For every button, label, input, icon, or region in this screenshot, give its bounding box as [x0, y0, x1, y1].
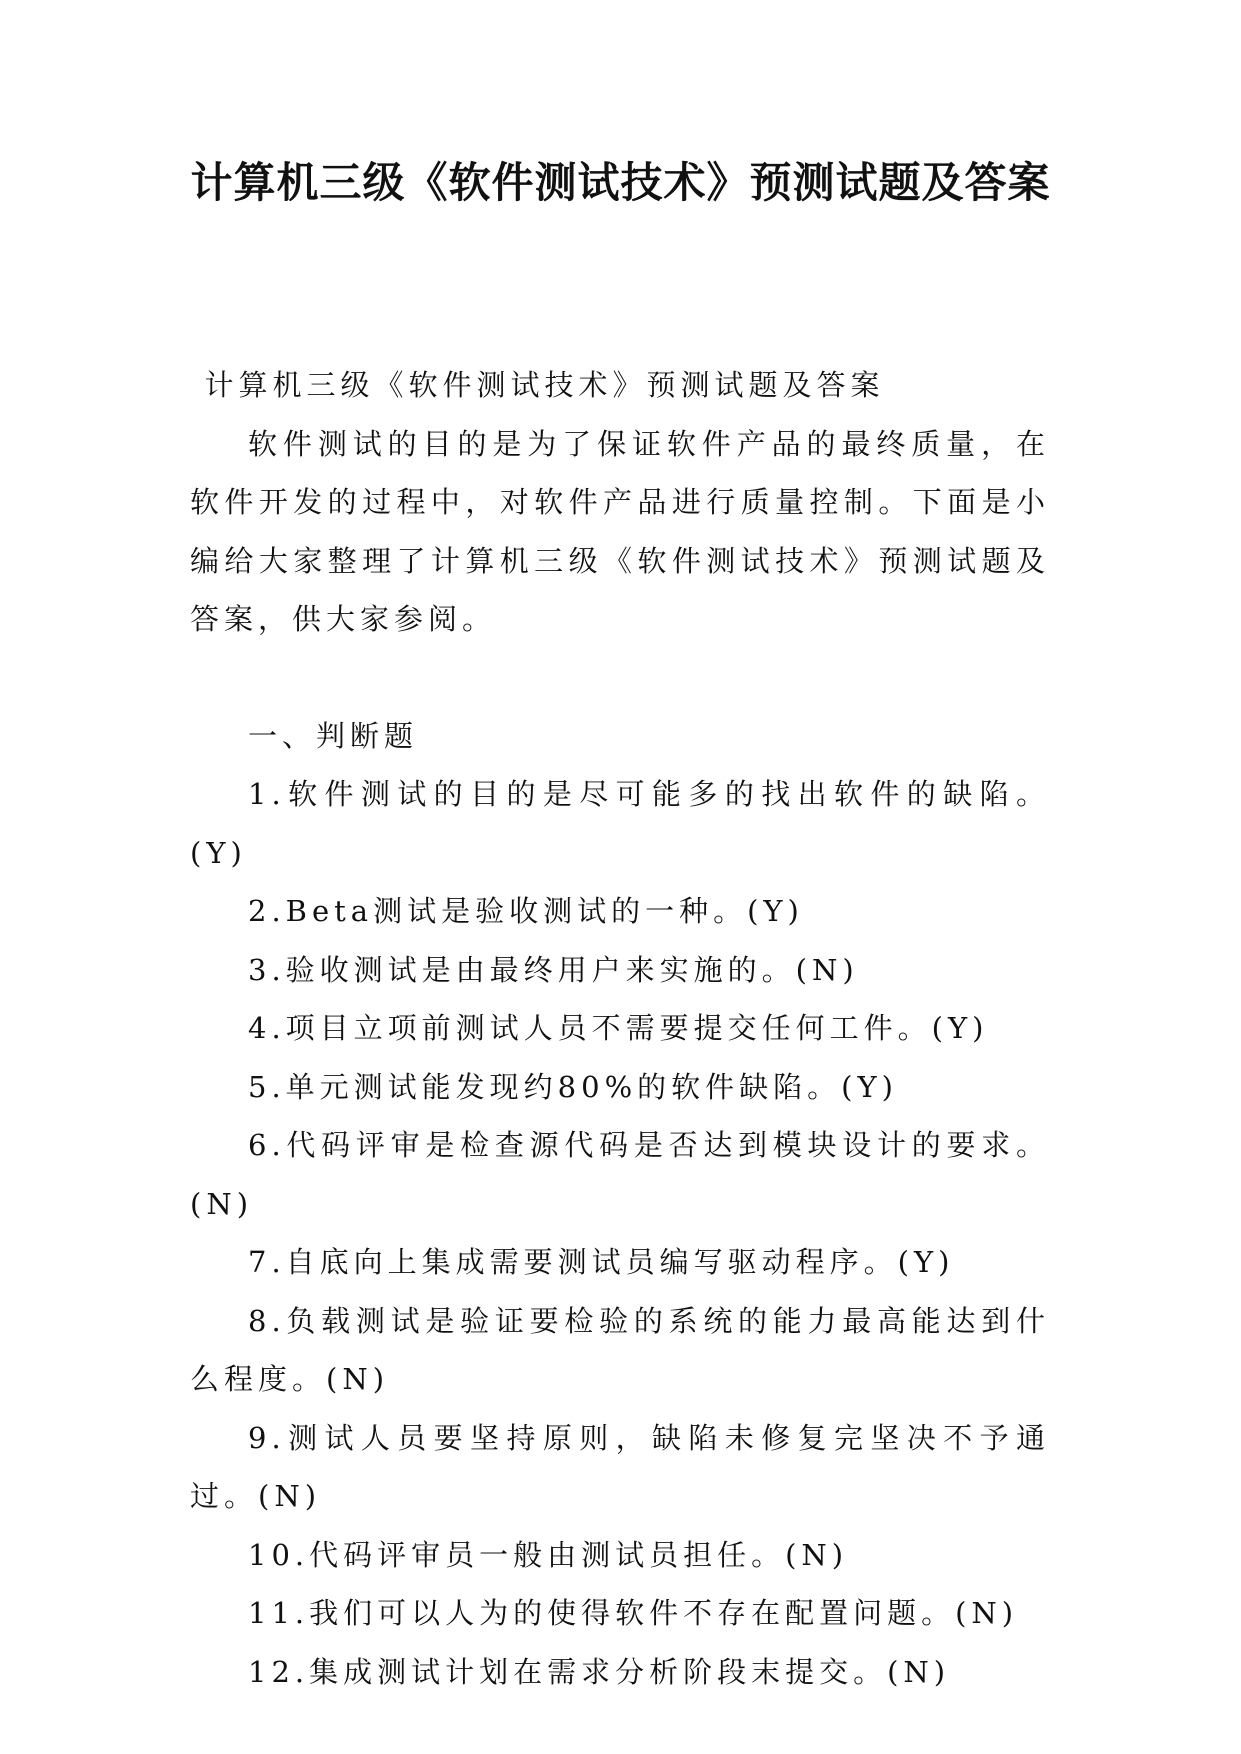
intro-paragraph: 软件测试的目的是为了保证软件产品的最终质量，在软件开发的过程中，对软件产品进行质量控制。下面是小编给大家整理了计算机三级《软件测试技术》预测试题及答案，供大家参阅。 — [190, 426, 1050, 636]
document-body — [190, 356, 1050, 1701]
question-item: 11.我们可以人为的使得软件不存在配置问题。(N) — [248, 1596, 1019, 1630]
question-item: 12.集成测试计划在需求分析阶段末提交。(N) — [248, 1654, 951, 1689]
question-item: 10.代码评审员一般由测试员担任。(N) — [248, 1537, 849, 1572]
question-item: 2.Beta测试是验收测试的一种。(Y) — [248, 894, 804, 928]
section-heading: 一、判断题 — [248, 718, 419, 753]
question-item: 1.软件测试的目的是尽可能多的找出软件的缺陷。(Y) — [190, 777, 1050, 870]
question-item: 9.测试人员要坚持原则，缺陷未修复完坚决不予通过。(N) — [190, 1420, 1050, 1513]
question-item: 4.项目立项前测试人员不需要提交任何工件。(Y) — [248, 1011, 989, 1045]
paragraph-spacer — [190, 649, 1050, 707]
question-item: 3.验收测试是由最终用户来实施的。(N) — [248, 952, 859, 987]
question-item: 7.自底向上集成需要测试员编写驱动程序。(Y) — [248, 1245, 955, 1279]
document-title: 计算机三级《软件测试技术》预测试题及答案 — [190, 158, 1051, 207]
document-subtitle: 计算机三级《软件测试技术》预测试题及答案 — [204, 368, 885, 402]
question-item: 8.负载测试是验证要检验的系统的能力最高能达到什么程度。(N) — [190, 1303, 1050, 1396]
question-item: 5.单元测试能发现约80%的软件缺陷。(Y) — [248, 1069, 898, 1104]
question-item: 6.代码评审是检查源代码是否达到模块设计的要求。(N) — [190, 1128, 1050, 1221]
